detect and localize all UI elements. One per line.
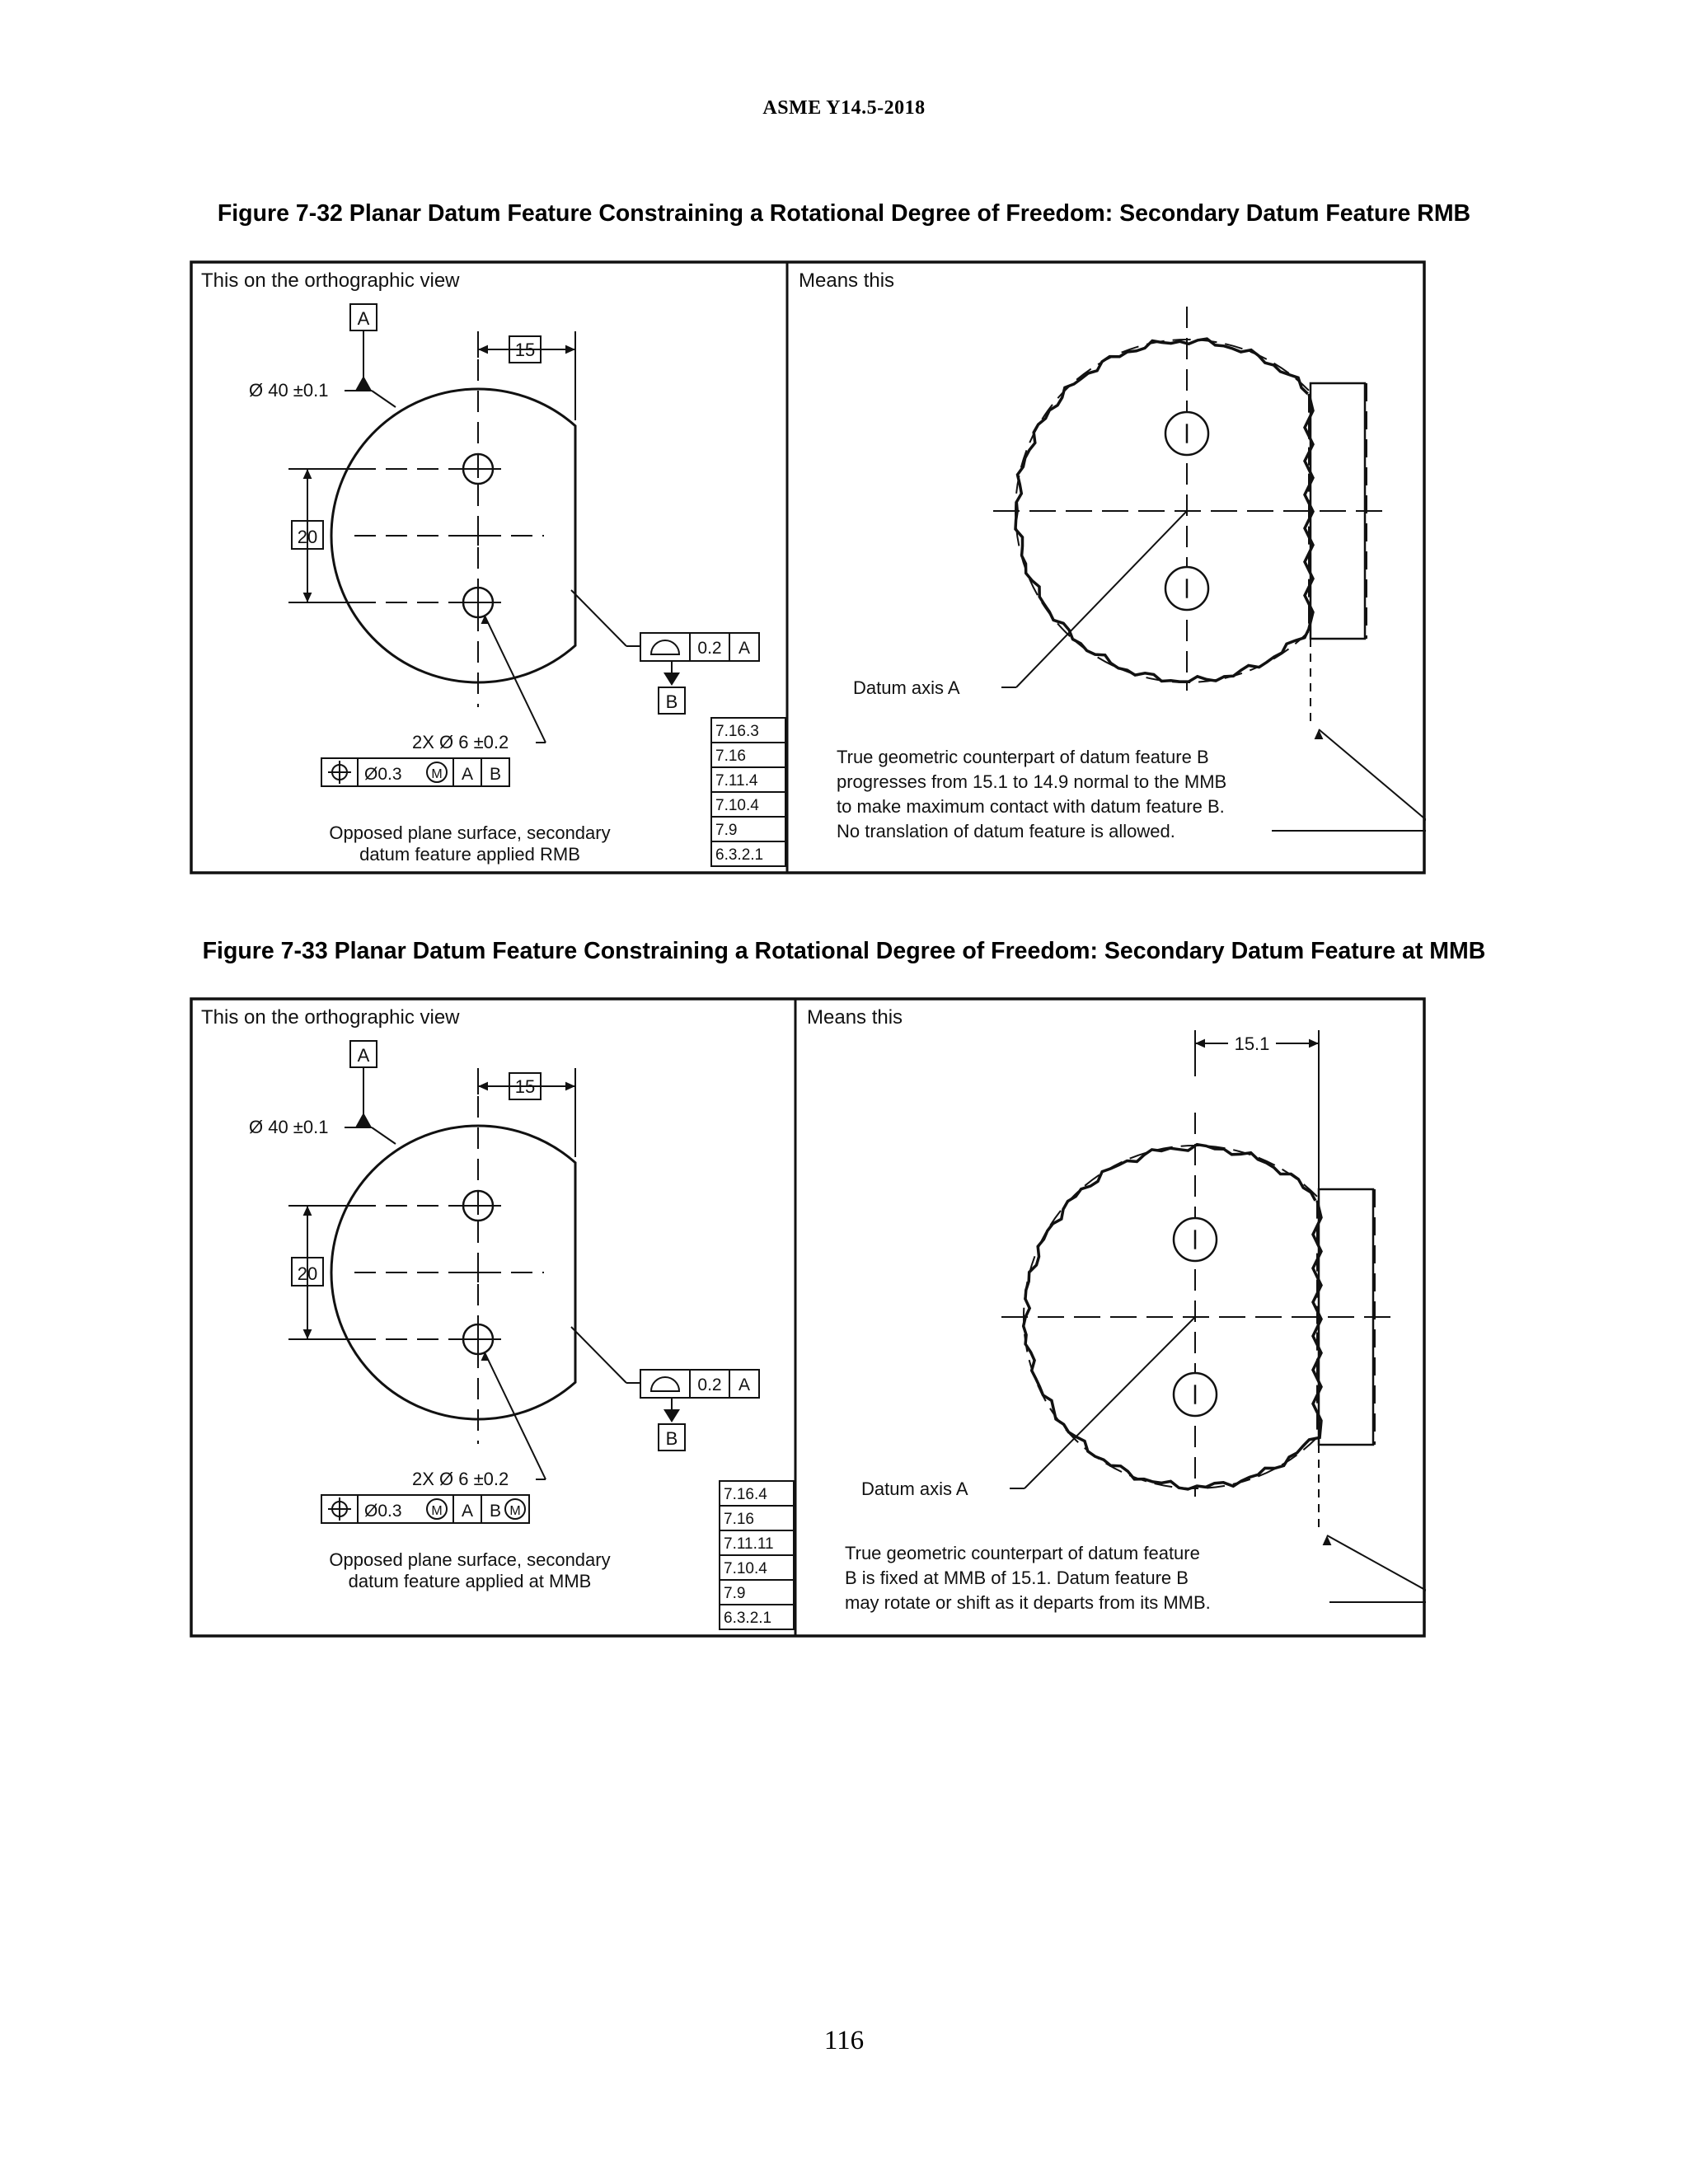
paragraph-reference: 7.16 <box>724 1511 754 1528</box>
datum-a-label: A <box>357 1045 370 1066</box>
simulator-size-dim: 15.1 <box>1234 1033 1270 1054</box>
figure-caption: Figure 7-32 Planar Datum Feature Constraining a Rotational Degree of Freedom: Secondary Datum Feature RMB <box>217 200 1471 227</box>
position-modifier: M <box>431 1504 443 1518</box>
width-dim: 15 <box>514 340 536 360</box>
running-header: ASME Y14.5-2018 <box>762 97 926 119</box>
explanation-line: No translation of datum feature is allowed. <box>837 821 1175 841</box>
explanation-line: may rotate or shift as it departs from its MMB. <box>845 1592 1211 1613</box>
right-panel-heading: Means this <box>799 269 895 292</box>
leader-line <box>1327 1535 1426 1602</box>
position-datum-ref-b: B <box>489 1502 502 1521</box>
left-panel-heading: This on the orthographic view <box>201 269 460 292</box>
explanation-line: to make maximum contact with datum feature B. <box>837 796 1225 817</box>
leader-line <box>485 1352 546 1479</box>
explanation-line: True geometric counterpart of datum feature B <box>837 747 1209 767</box>
right-panel-heading: Means this <box>807 1006 903 1029</box>
position-datum-ref-a: A <box>461 1502 474 1521</box>
figure-7-32-drawing <box>190 260 1426 874</box>
arrowhead <box>1309 1039 1319 1048</box>
explanation-line: True geometric counterpart of datum feature <box>845 1543 1200 1563</box>
paragraph-reference: 7.11.4 <box>715 772 758 790</box>
leader-line <box>571 590 626 646</box>
page-number: 116 <box>823 2026 865 2055</box>
leader-line <box>372 1127 396 1144</box>
profile-tolerance: 0.2 <box>697 639 722 658</box>
profile-symbol-cell <box>640 633 690 661</box>
datum-triangle <box>355 1113 372 1127</box>
profile-datum-ref: A <box>738 1376 751 1394</box>
figure-7-33-drawing <box>190 997 1426 1638</box>
leader-line <box>485 616 546 743</box>
paragraph-reference: 7.9 <box>724 1585 746 1602</box>
paragraph-reference: 7.10.4 <box>724 1560 767 1577</box>
profile-surface-icon <box>651 640 679 654</box>
paragraph-reference: 6.3.2.1 <box>715 846 764 864</box>
paragraph-reference: 7.11.11 <box>724 1535 774 1553</box>
datum-triangle <box>355 376 372 391</box>
arrowhead <box>303 469 312 479</box>
arrowhead <box>565 345 575 354</box>
arrowhead <box>303 1206 312 1216</box>
spacing-dim: 20 <box>297 1263 318 1284</box>
paragraph-reference: 6.3.2.1 <box>724 1610 772 1627</box>
diameter-dim: Ø 40 ±0.1 <box>249 380 329 401</box>
datum-triangle <box>663 673 680 686</box>
datum-axis-label: Datum axis A <box>853 677 960 698</box>
arrowhead <box>478 345 488 354</box>
note-line: Opposed plane surface, secondary <box>329 823 611 843</box>
paragraph-reference: 7.16.3 <box>715 723 759 740</box>
note-line: datum feature applied RMB <box>359 844 580 865</box>
explanation-line: B is fixed at MMB of 15.1. Datum feature B <box>845 1568 1189 1588</box>
arrowhead <box>303 593 312 602</box>
left-panel-heading: This on the orthographic view <box>201 1006 460 1029</box>
position-datum-ref-b: B <box>489 765 502 784</box>
leader-line <box>1025 1317 1195 1488</box>
datum-axis-label: Datum axis A <box>861 1479 968 1499</box>
profile-surface-icon <box>651 1377 679 1391</box>
datum-b-modifier: M <box>509 1504 521 1518</box>
paragraph-reference: 7.9 <box>715 822 738 839</box>
profile-tolerance: 0.2 <box>697 1376 722 1394</box>
datum-b-label: B <box>665 1428 678 1449</box>
position-tolerance: Ø0.3 <box>364 1502 402 1521</box>
datum-a-label: A <box>357 308 370 329</box>
paragraph-reference: 7.16 <box>715 748 746 765</box>
figure-caption: Figure 7-33 Planar Datum Feature Constraining a Rotational Degree of Freedom: Secondary Datum Feature at MMB <box>202 938 1486 964</box>
position-tolerance: Ø0.3 <box>364 765 402 784</box>
hole-callout: 2X Ø 6 ±0.2 <box>412 1469 509 1489</box>
arrowhead <box>565 1082 575 1091</box>
hole-callout: 2X Ø 6 ±0.2 <box>412 732 509 752</box>
width-dim: 15 <box>514 1076 536 1097</box>
arrowhead <box>478 1082 488 1091</box>
leader-line <box>1319 729 1426 831</box>
note-line: datum feature applied at MMB <box>348 1571 592 1591</box>
diameter-dim: Ø 40 ±0.1 <box>249 1117 329 1137</box>
paragraph-reference: 7.10.4 <box>715 797 759 814</box>
explanation-line: progresses from 15.1 to 14.9 normal to the MMB <box>837 771 1227 792</box>
profile-symbol-cell <box>640 1370 690 1398</box>
arrowhead <box>303 1329 312 1339</box>
datum-b-label: B <box>665 691 678 712</box>
profile-datum-ref: A <box>738 639 751 658</box>
datum-triangle <box>663 1409 680 1422</box>
arrowhead <box>1315 729 1324 739</box>
note-line: Opposed plane surface, secondary <box>329 1549 611 1570</box>
leader-line <box>372 391 396 407</box>
arrowhead <box>1195 1039 1205 1048</box>
position-modifier: M <box>431 767 443 781</box>
spacing-dim: 20 <box>297 527 318 547</box>
paragraph-reference: 7.16.4 <box>724 1486 767 1503</box>
position-datum-ref-a: A <box>461 765 474 784</box>
leader-line <box>571 1327 626 1383</box>
